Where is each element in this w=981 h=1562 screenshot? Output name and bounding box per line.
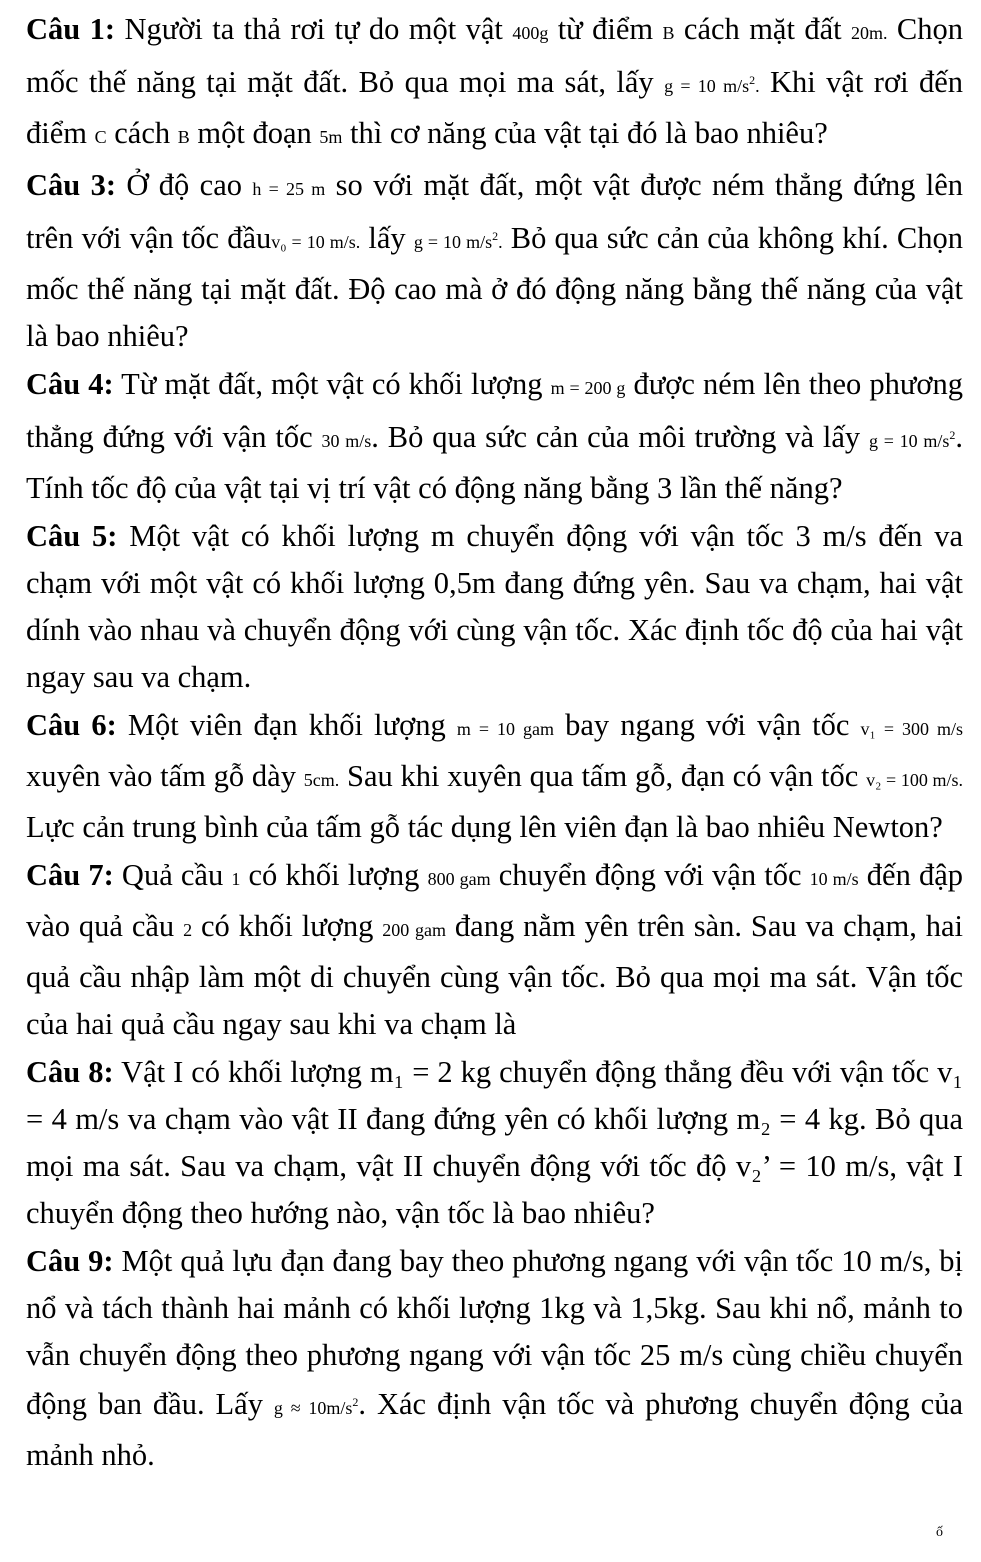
- question-9: Câu 9: Một quả lựu đạn đang bay theo phương ngang với vận tốc 10 m/s, bị nổ và tách thành hai mảnh có khối lượng 1kg và 1,5kg. Sau khi nổ, mảnh to vẫn chuyển động theo phương ngang với vận tốc 25 m/s cùng chiều chuyển động ban đầu. Lấy $g \approx 10m/s^2$. Xác định vận tốc và phương chuyển động của mảnh nhỏ.: [26, 1244, 963, 1472]
- question-4: Câu 4: Từ mặt đất, một vật có khối lượng m = 200 g được ném lên theo phương thẳng đứng với vận tốc 30 m/s. Bỏ qua sức cản của môi trường và lấy g = 10 $m/s^2$. Tính tốc độ của vật tại vị trí vật có động năng bằng 3 lần thế năng?: [26, 367, 963, 505]
- math-expr: v₂ = 100 m/s.: [866, 770, 963, 790]
- math-expr: g = 10 $m/s^2$.: [413, 229, 503, 252]
- question-label: Câu 9:: [26, 1244, 114, 1278]
- math-expr: B: [662, 23, 675, 43]
- question-1: Câu 1: Người ta thả rơi tự do một vật 400g từ điểm B cách mặt đất 20m. Chọn mốc thế năng tại mặt đất. Bỏ qua mọi ma sát, lấy g = 10 $m/s^2$. Khi vật rơi đến điểm C cách B một đoạn 5m thì cơ năng của vật tại đó là bao nhiêu?: [26, 12, 964, 150]
- math-expr: 30 m/s: [321, 431, 372, 451]
- question-6: Câu 6: Một viên đạn khối lượng m = 10 gam bay ngang với vận tốc v₁ = 300 m/s xuyên vào tấm gỗ dày 5cm. Sau khi xuyên qua tấm gỗ, đạn có vận tốc v₂ = 100 m/s. Lực cản trung bình của tấm gỗ tác dụng lên viên đạn là bao nhiêu Newton?: [26, 708, 963, 844]
- math-expr: 10 m/s: [809, 869, 859, 889]
- question-label: Câu 1:: [26, 12, 116, 46]
- math-expr: 800 gam: [427, 869, 491, 889]
- question-8: Câu 8: Vật I có khối lượng m₁ = 2 kg chuyển động thẳng đều với vận tốc v₁ = 4 m/s va chạm vào vật II đang đứng yên có khối lượng m₂ = 4 kg. Bỏ qua mọi ma sát. Sau va chạm, vật II chuyển động với tốc độ v₂’ = 10 m/s, vật I chuyển động theo hướng nào, vận tốc là bao nhiêu?: [26, 1055, 963, 1230]
- math-expr: $g \approx 10m/s^2$: [273, 1395, 359, 1418]
- question-label: Câu 5:: [26, 519, 118, 553]
- question-5: Câu 5: Một vật có khối lượng m chuyển động với vận tốc 3 m/s đến va chạm với một vật có khối lượng 0,5m đang đứng yên. Sau va chạm, hai vật dính vào nhau và chuyển động với cùng vận tốc. Xác định tốc độ của hai vật ngay sau va chạm.: [26, 519, 963, 694]
- math-expr: m = 200 g: [550, 378, 626, 398]
- math-expr: g = 10 $m/s^2$.: [664, 73, 760, 96]
- page-corner-mark: ố: [936, 1525, 943, 1540]
- question-label: Câu 7:: [26, 858, 114, 892]
- math-expr: 1: [231, 869, 241, 889]
- question-label: Câu 4:: [26, 367, 114, 401]
- math-expr: 5m: [319, 127, 343, 147]
- math-expr: g = 10 $m/s^2$: [868, 428, 956, 451]
- question-label: Câu 8:: [26, 1055, 114, 1089]
- math-expr: 20m.: [851, 23, 888, 43]
- math-expr: B: [177, 127, 190, 147]
- question-3: Câu 3: Ở độ cao h = 25 m so với mặt đất, một vật được ném thẳng đứng lên trên với vận tốc đầuv₀ = 10 m/s. lấy g = 10 $m/s^2$. Bỏ qua sức cản của không khí. Chọn mốc thế năng tại mặt đất. Độ cao mà ở đó động năng bằng thế năng của vật là bao nhiêu?: [26, 168, 963, 353]
- math-expr: v₀ = 10 m/s.: [271, 232, 361, 252]
- math-expr: v₁ = 300 m/s: [860, 719, 963, 739]
- question-label: Câu 3:: [26, 168, 117, 202]
- math-expr: m = 10 gam: [456, 719, 554, 739]
- math-expr: h = 25 m: [252, 179, 326, 199]
- question-7: Câu 7: Quả cầu 1 có khối lượng 800 gam chuyển động với vận tốc 10 m/s đến đập vào quả cầu 2 có khối lượng 200 gam đang nằm yên trên sàn. Sau va chạm, hai quả cầu nhập làm một di chuyển cùng vận tốc. Bỏ qua mọi ma sát. Vận tốc của hai quả cầu ngay sau khi va chạm là: [26, 858, 964, 1041]
- math-expr: 5cm.: [303, 770, 340, 790]
- math-expr: C: [94, 127, 107, 147]
- math-expr: 400g: [512, 23, 549, 43]
- math-expr: 2: [183, 920, 193, 940]
- math-expr: 200 gam: [382, 920, 447, 940]
- question-label: Câu 6:: [26, 708, 117, 742]
